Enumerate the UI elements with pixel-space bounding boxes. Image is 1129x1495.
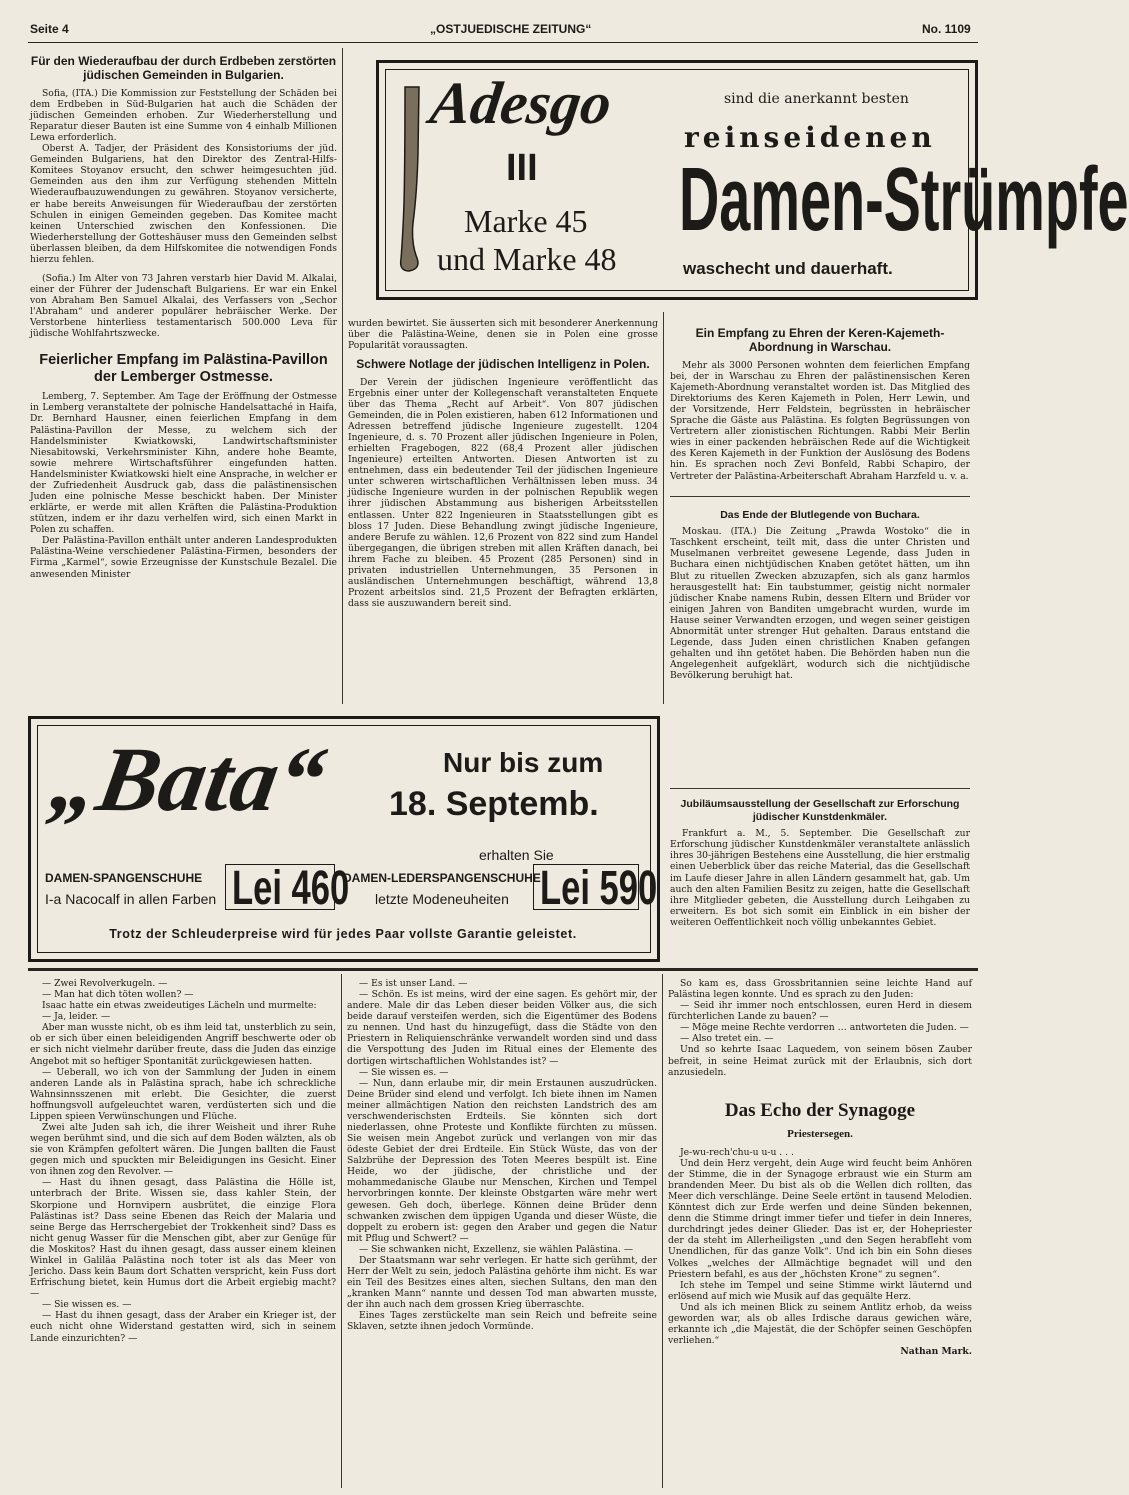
article-ausstellung-title: Jubiläumsausstellung der Gesellschaft zur Erforschung jüdischer Kunstdenkmäler. [680,798,960,823]
adesgo-marke2: und Marke 48 [437,241,617,277]
column-divider [662,974,663,1488]
newspaper-title: „OSTJUEDISCHE ZEITUNG“ [430,22,592,36]
adesgo-roman: III [506,147,538,189]
feuilleton-col1-p: — Sie wissen es. — [42,1299,132,1311]
feuilleton-col2-p: — Sie wissen es. — [359,1066,449,1078]
article-bulgaria-title: Für den Wiederaufbau der durch Erdbeben zerstörten jüdischen Gemeinden in Bulgarien. [30,54,337,83]
feuilleton-col2-p: — Nun, dann erlaube mir, dir mein Erstaunen auszudrücken. Deine Brüder sind elend und verfolgt. Ich biete ihnen im Namen meiner allmächtigen Nation den reichsten Landstrich des am verschwenderischsten Erdteils. Sie könnten sich dort niederlassen, ohne Proteste und Konflikte fürchten zu müssen. Sie weisen mein Angebot zurück und verlangen von mir das ödeste Gebiet der drei Erdteile. Ein Stück Wüste, das von der Salzbrühe der Depression des Toten Meeres bespült ist. Eine Heide, wo der jüdische, der christliche und der mohammedanische Glaube nur Menschen, Kirchen und Tempel hervorbringen konnte. Der kleinste Obstgarten wäre mehr wert gewesen. Geh doch, überlege. Können deine Brüder denn schwanken zwischen dem üppigen Uganda und dieser Wüste, die doppelt zu erobern ist: gegen den Araber und gegen die Natur mit Pflug und Schwert? — [347,1077,657,1244]
feuilleton-col1 [30,978,336,1486]
right-column-exhibition [670,798,970,966]
bata-footer: Trotz der Schleuderpreise wird für jedes Paar vollste Garantie geleistet. [109,927,577,941]
adesgo-ad [376,60,1129,300]
header-rule [28,42,978,43]
column-divider [663,312,664,704]
feuilleton-col2-p: Eines Tages zerstückelte man sein Reich und befreite seine Sklaven, setzte ihnen jedoch Vormünde. [347,1310,657,1333]
article-ausstellung-p1: Frankfurt a. M., 5. September. Die Gesellschaft zur Erforschung jüdischer Kunstdenkmäler veranstaltete anlässlich ihres 30-jährigen Bestehens eine Ausstellung, die hier erstmalig einen Ueberblick über das reiche Material, das die Gesellschaft im Laufe dieser Jahre in allen Ländern gesammelt hat, gab. Um auch den alten Familien Besitz zu zeigen, hatte die Gesellschaft ihre Mitglieder gebeten, die Ausstellung durch Leihgaben zu erweitern. Es bot sich somit ein Einblick in ein bisher der weiteren Oeffentlichkeit noch völlig unbekanntes Gebiet. [670,828,970,928]
feuilleton-col1-p: — Man hat dich töten wollen? — [42,989,194,1001]
feuilleton-col1-p: Aber man wusste nicht, ob es ihm leid tat, unsterblich zu sein, ob er sich über einen beleidigenden Angriff beschwerte oder ob er sich nicht vielmehr darüber freute, dass die Juden das einzige Angebot mit so heftiger Spontanität zurückgewiesen hatten. [30,1022,336,1067]
article-lemberg-title: Feierlicher Empfang im Palästina-Pavillon der Lemberger Ostmesse. [39,351,328,385]
right-column-upper [670,326,970,704]
page-number: Seite 4 [30,22,69,36]
feuilleton-col1-p: — Zwei Revolverkugeln. — [42,978,168,989]
poem-p3: Und als ich meinen Blick zu seinem Antlitz erhob, da weiss geworden war, als ob alles Irdische daraus gewichen wäre, erkannte ich „die Majestät, die der Schöpfer seinen Geschöpfen verliehen.“ [668,1301,972,1347]
feuilleton-col3-p: — Seid ihr immer noch entschlossen, euren Herd in diesem fürchterlichen Lande zu bauen? — [668,1000,972,1023]
poem-opening: Je-wu-rech'chu-u u-u . . . [680,1146,794,1158]
article-buchara-p1: Moskau. (ITA.) Die Zeitung „Prawda Wostoko“ die in Taschkent erscheint, teilt mit, dass die unter Christen und Muselmanen verbreitet gewesene Legende, dass Juden in Buchara einen nichtjüdischen Knaben getötet hätten, um ihn Blut zu rituellen Zwecken abzuzapfen, sich als ganz harmlos herausgestellt hat: Ein taubstummer, geistig nicht normaler jüdischer Knabe namens Rubin, dessen Eltern und Brüder vor einigen Jahren von Banditen umgebracht wurden, wurde im Hause seiner Verwandten erzogen, und wegen seiner geistigen Abnormität unter strenger Hut gehalten. Daraus entstand die Legende, dass Juden einen christlichen Knaben gefangen gehalten und ihn getötet haben. Die Behörden haben nun die Angelegenheit aufgeklärt, wodurch sich die nichtjüdische Bevölkerung beruhigt hat. [670,526,970,682]
article-bulgaria-p1: Sofia, (ITA.) Die Kommission zur Feststellung der Schäden bei dem Erdbeben in Süd-Bulgarien hat auch die Schäden der jüdischen Gemeinden erhoben. Zur Wiederherstellung und Reparatur dieser Bauten ist eine Summe von 4 einhalb Millionen Lewa erforderlich. [30,87,337,144]
article-lemberg-p2: Der Palästina-Pavillon enthält unter anderen Landesprodukten Palästina-Weine verschiedener Palästina-Firmen, besonders der Firma „Karmel“, sowie Erzeugnisse der Kunstschule Bezalel. Die anwesenden Minister [30,535,337,580]
bata-headline1: Nur bis zum [443,747,604,778]
issue-number: No. 1109 [922,22,971,36]
feuilleton-col1-p: Isaac hatte ein etwas zweideutiges Lächeln und murmelte: [42,1000,317,1012]
feuilleton-col3-p: — Möge meine Rechte verdorren … antworteten die Juden. — [680,1022,969,1034]
left-column [30,54,337,702]
article-bulgaria-p3: (Sofia.) Im Alter von 73 Jahren verstarb hier David M. Alkalai, einer der Führer der Judenschaft Bulgariens. Er war ein Enkel von Abraham Ben Samuel Alkalai, des Verfassers von „Sechor l'Abraham“ und anderer populärer hebräischer Werke. Der Verstorbene hinterliess testamentarisch 500.000 Leva für jüdische Wohlfahrtszwecke. [30,273,337,340]
feuilleton-col2-p: — Sie schwanken nicht, Exzellenz, sie wählen Palästina. — [359,1243,634,1255]
article-lemberg-p1: Lemberg, 7. September. Am Tage der Eröffnung der Ostmesse in Lemberg veranstaltete der polnische Handelsattaché in Haifa, Dr. Bernhard Hausner, einen feierlichen Empfang in dem Palästina-Pavillon der Messe, zu welchem sich der Handelsminister Kwiatkowski, Landwirtschaftsminister Niesabitowski, Verkehrsminister Kihn, andere hohe Beamte, sowie mehrere Wirtschaftsführer eingefunden hatten. Handelsminister Kwiatkowski hielt eine Ansprache, in welcher er der Zufriedenheit Ausdruck gab, dass die palästinensischen Juden eine polnische Messe beschickt haben. Der Minister erklärte, er werde mit allen Kräften die Palästina-Produktion stützen, indem er ihr dazu verhelfen wird, sich einen Markt in Polen zu schaffen. [30,391,337,536]
article-warschau-p1: Mehr als 3000 Personen wohnten dem feierlichen Empfang bei, der in Warschau zu Ehren der palästinensischen Keren Kajemeth-Abordnung veranstaltet worden ist. Das Mitglied des Direktoriums des Keren Kajemeth in Polen, Herr Lewin, und der Vorsitzende, Herr Feldstein, begrüssten in hebräischer Sprache die Gäste aus Palästina. Es folgten Begrüssungen von Vertretern aller zionistischen Richtungen. Rabbi Meir Berlin wies in einer packenden hebräischen Rede auf die Wichtigkeit des Keren Kajemeth in der Funktion der Auslösung des Bodens hin. Es sprachen noch Zevi Bonfeld, Rabbi Schapiro, der Vertreter der Palästina-Arbeiterschaft Abraham Harzfeld u. v. a. [670,359,970,482]
bata-ad [28,716,660,962]
poem-p2: Ich stehe im Tempel und seine Stimme wirkt läuternd und erlösend auf mich wie Musik auf das gequälte Herz. [668,1279,972,1302]
adesgo-brand: Adesgo [426,70,616,136]
adesgo-marke1: Marke 45 [464,203,588,239]
bata-left-product: DAMEN-SPANGENSCHUHE [45,871,203,885]
bata-left-price: Lei 460 [232,862,350,915]
poem-p1: Und dein Herz vergeht, dein Auge wird feucht beim Anhören der Stimme, die in der Synagoge erbraust wie ein Sturm am brandenden Meer. Du bist als ob die Wellen dich rollten, das Meer dich verschlänge. Deine Seele ertönt in tausend Melodien. Könntest dich zur Erde werfen und deine Sünden bekennen, denn die Stimme dringt immer tiefer und tiefer in dein Inneres, durchdringt jedes deiner Glieder. Das ist er, der Hohepriester der da steht im Allerheiligsten „und den Segen herabfleht vom Unendlichen, für das ganze Volk“. Und ich bin ein Sohn dieses Volkes „welches der Allmächtige begnadet will und den Priestern befahl, es aus der „höchsten Krone“ zu segnen“. [668,1157,972,1280]
article-separator [670,788,970,789]
article-intelligenz-title: Schwere Notlage der jüdischen Intelligenz in Polen. [356,357,650,372]
feuilleton-col2-p: Der Staatsmann war sehr verlegen. Er hatte sich gerühmt, der Herr der Welt zu sein, jedoch Palästina gehörte ihm nicht. Es war ein Teil des Besitzes eines alten, siechen Sultans, den man den „kranken Mann“ nannte und dessen Tod man abwarten musste, der ihn auch nach dem grossen Krieg überraschte. [347,1254,657,1311]
bata-right-price-box [533,862,658,915]
stocking-icon [395,83,427,278]
article-warschau-title: Ein Empfang zu Ehren der Keren-Kajemeth-Abordnung in Warschau. [695,326,945,355]
feuilleton-col1-p: — Hast du ihnen gesagt, dass Palästina die Hölle ist, unterbrach der Brite. Wissen sie, dass kahler Stein, der Skorpione und Hornvipern ausbrütet, die einzige Flora Palästinas ist? Dass seine Ebenen das Reich der Malaria und seine Berge das Herrschergebiet der Trokkenheit sind? Dass es nicht genug Wasser für die Menschen gibt, aber zur Genüge für die Moskitos? Hast du ihnen gesagt, dass ausser einem kleinen Winkel in Galiläa Palästina noch toter ist als das Meer von Jericho. Dass kein Baum dort Schatten verspricht, kein Fuss dort Erfrischung bietet, kein Humus dort die Arbeit ergiebig macht? — [30,1177,336,1300]
feuilleton-col2 [347,978,657,1486]
article-separator [670,496,970,497]
feuilleton-col1-p: — Ja, leider. — [42,1011,111,1023]
feuilleton-col3 [668,978,972,1486]
article-intelligenz-p1: Der Verein der jüdischen Ingenieure veröffentlicht das Ergebnis einer unter der Kollegenschaft veranstalteten Enquete über das Thema „Recht auf Arbeit“. Von 807 jüdischen Gemeinden, die in Polen existieren, haben 612 Informationen und Adressen betreffend jüdische Ingenieure zugestellt. 1204 Ingenieure, d. s. 70 Prozent aller jüdischen Ingenieure in Polen, erhielten Fragebogen, 822 (68,4 Prozent aller jüdischen Ingenieure) erteilten Antworten. Diesen Antworten ist zu entnehmen, dass ein bedeutender Teil der jüdischen Ingenieure unter schweren wirtschaftlichen Verhältnissen leben muss. 34 jüdische Ingenieure wurden in der polnischen Republik wegen ihrer jüdischen Abstammung aus bisherigen Arbeitsstellen entlassen. Unter 822 Ingenieuren in Staatsstellungen gibt es bloss 17 Juden. Diese Behandlung zwingt jüdische Ingenieure, andere Berufe zu wählen. 12,6 Prozent von 822 sind zum Handel übergegangen, die übrigen streben mit allen Kräften danach, bei ihrem Fache zu bleiben. 45 Prozent (285 Personen) sind in privaten industriellen Unternehmungen, 35 Personen in ausländischen Unternehmungen beschäftigt, während 13,8 Prozent arbeitslos sind. 21,5 Prozent der Befragten erklärten, dass sie auszuwandern bereit sind. [348,376,658,610]
adesgo-product: Damen-Strümpfe [679,150,1129,250]
poem-author: Nathan Mark. [900,1346,972,1358]
article-buchara-title: Das Ende der Blutlegende von Buchara. [720,508,920,521]
bata-brand: „Bata“ [44,728,333,830]
poem-title: Das Echo der Synagoge [724,1099,916,1121]
feuilleton-col1-p: — Hast du ihnen gesagt, dass der Araber ein Krieger ist, der euch nicht ohne Widerstand gestatten wird, sich in seinem Lande einzurichten? — [30,1310,336,1344]
bata-headline2: 18. Septemb. [389,785,599,823]
bata-right-price: Lei 590 [540,862,658,915]
bata-right-desc: letzte Modeneuheiten [375,891,509,907]
article-bulgaria-p2: Oberst A. Tadjer, der Präsident des Konsistoriums der jüd. Gemeinden Bulgariens, hat den Direktor des Zentral-Hilfs-Komitees Stoyanov ersucht, den schwer heimgesuchten jüd. Gemeinden aus den ihm zur Verfügung stehenden Mitteln Wiederaufbauzuwendungen zu gewähren. Stoyanov versicherte, er habe bereits Anweisungen für Wiederaufbau der zerstörten Schulen in einigen Gemeinden gegeben. Das Komitee macht keinen Unterschied zwischen den Konfessionen. Die Wiederherstellung der Gotteshäuser muss den Gemeinden selbst überlassen bleiben, da dem Hilfskomitee die notwendigen Fonds hierzu fehlen. [30,143,337,265]
bata-left-price-box [225,862,350,915]
feuilleton-col3-p: Und so kehrte Isaac Laquedem, von seinem bösen Zauber befreit, in seine Heimat zurück mit der Erlaubnis, sich dort anzusiedeln. [668,1044,972,1078]
adesgo-reinseidenen: reinseidenen [684,121,936,154]
bata-right-product: DAMEN-LEDERSPANGENSCHUHE [343,871,541,885]
article-lemberg-continuation: wurden bewirtet. Sie äusserten sich mit besonderer Anerkennung über die Palästina-Weine, denen sie in Polen eine grosse Popularität voraussagten. [348,318,658,352]
poem-subtitle: Priestersegen. [787,1127,853,1140]
column-divider [342,48,343,704]
feuilleton-col3-p: — Also tretet ein. — [680,1033,774,1045]
feuilleton-col1-p: Zwei alte Juden sah ich, die ihrer Weisheit und ihrer Ruhe wegen berühmt sind, und die sich auf dem Boden wälzten, als ob sie von Krämpfen gefoltert wären. Die Jungen ballten die Faust gegen mich und spuckten mir Beleidigungen ins Gesicht. Einer von ihnen zog den Revolver. — [30,1122,336,1178]
feuilleton-col1-p: — Ueberall, wo ich von der Sammlung der Juden in einem anderen Lande als in Palästina sprach, habe ich schreckliche Wahnsinnsszenen mit erlebt. Die Gesichter, die zuerst hoffnungsvoll aufgeleuchtet waren, verdüsterten sich und die Lippen spieen Verwünschungen und Flüche. [30,1066,336,1122]
adesgo-tagline: sind die anerkannt besten [724,91,909,107]
column-divider [341,974,342,1488]
feuilleton-col3-p: So kam es, dass Grossbritannien seine leichte Hand auf Palästina legen konnte. Und es sprach zu den Juden: [668,978,972,1001]
bata-left-desc: I-a Nacocalf in allen Farben [45,891,217,907]
adesgo-claim: waschecht und dauerhaft. [683,259,893,278]
feuilleton-rule [28,968,978,971]
bata-subline: erhalten Sie [479,847,554,863]
middle-column [348,318,658,702]
feuilleton-col2-p: — Schön. Es ist meins, wird der eine sagen. Es gehört mir, der andere. Male dir das Leben dieser beiden Völker aus, die sich beide darauf versteifen werden, sich die Eigentümer des Bodens zu nennen. Und hast du hinzugefügt, dass die Städte von den Priestern in Reliquienschränke verwandelt worden sind und dass die Verspottung des Juden im Ritual eines der Elemente des dortigen wirtschaftlichen Wohlstandes ist? — [347,989,657,1067]
feuilleton-col2-p: — Es ist unser Land. — [359,978,468,989]
